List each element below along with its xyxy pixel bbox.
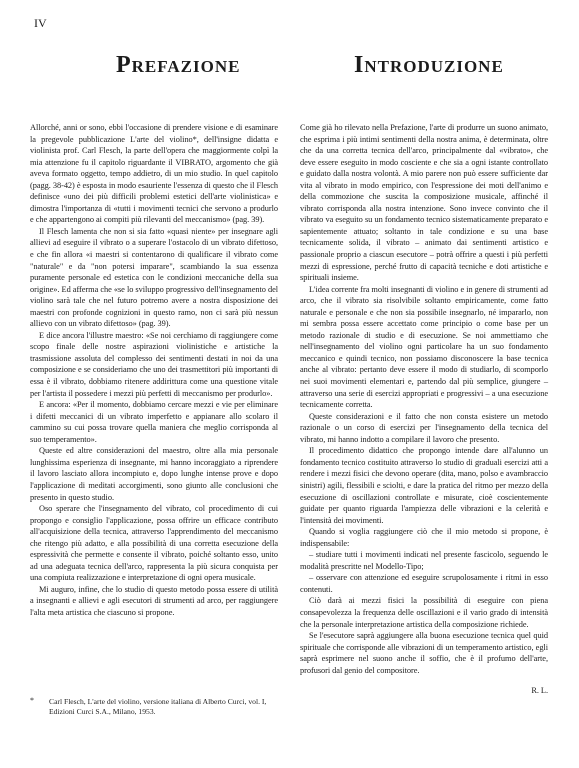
prefazione-paragraph: Il Flesch lamenta che non si sia fatto «quasi niente» per insegnare agli allievi ad eseguire il vibrato o a superare l'ostacolo di un vibrato difettoso, e che fin allora «i maestri si contentarono di qualificare il vibrato come "naturale" e da "non potersi imparare", scambiando la sua essenza puramente personale ed estetica con le condizioni meccaniche della sua origine». Ed afferma che «se lo sviluppo progressivo dell'insegnamento del violino sarà tale che nel futuro potremo avere a nostra disposizione dei maestri con profonde cognizioni in questo ramo, non ci sarà più nessun allievo con un vibrato difettoso» (pag. 39). xyxy=(30,226,278,329)
page-number: IV xyxy=(34,16,47,30)
introduzione-paragraph: Ciò darà ai mezzi fisici la possibilità di eseguire con piena consapevolezza la frequenza delle oscillazioni e il vario grado di intensità che la personale interpretazione artistica della composizione richiede. xyxy=(300,596,548,629)
prefazione-title: Prefazione xyxy=(116,52,241,78)
prefazione-column xyxy=(30,122,278,619)
introduzione-title: Introduzione xyxy=(354,52,504,78)
prefazione-paragraph: Queste ed altre considerazioni del maestro, oltre alla mia personale lunghissima esperienza di insegnante, mi hanno incoraggiato a riprendere il lavoro lasciato allora incompiuto e, dopo lunghe intense prove e dopo l'applicazione di meditati accorgimenti, sono giunto alle conclusioni che presento in questo studio. xyxy=(30,446,278,502)
introduzione-paragraph: Queste considerazioni e il fatto che non consta esistere un metodo razionale o un corso di esercizi per l'insegnamento della tecnica del vibrato, mi hanno indotto a compilare il lavoro che presento. xyxy=(300,411,548,444)
footnote-text: Carl Flesch, L'arte del violino, versione italiana di Alberto Curci, vol. I, Edizioni Curci S.A., Milano, 1953. xyxy=(49,697,267,717)
prefazione-paragraph: Allorché, anni or sono, ebbi l'occasione di prendere visione e di esaminare la pregevole pubblicazione L'arte del violino*, dell'insigne didatta e violinista prof. Carl Flesch, la parte dell'opera che maggiormente colpì la mia attenzione fu il capitolo riguardante il VIBRATO, argomento che già aveva formato oggetto, tempo addietro, di un mio studio. In quel capitolo (pagg. 38-42) è esposta in modo esauriente l'essenza di questo che il Flesch definisce «uno dei più difficili problemi estetici dell'arte violinistica» e dimostra l'importanza di «tutti i movimenti tecnici che servono a produrlo e che appartengono ai compiti più rilevanti del meccanismo» (pag. 39). xyxy=(30,123,278,225)
introduzione-paragraph: Se l'esecutore saprà aggiungere alla buona esecuzione tecnica quel quid spirituale che corrisponde alle vibrazioni di un temperamento artistico, egli saprà esprimere nel suono anche il soffio, che è il profumo dell'arte, profusori dal genio del compositore. xyxy=(300,631,548,675)
prefazione-paragraph: E dice ancora l'illustre maestro: «Se noi cerchiamo di raggiungere come scopo finale delle nostre aspirazioni violinistiche e artistiche la trasmissione assoluta del complesso dei sentimenti destati in noi da una composizione e se consideriamo che uno dei trasmettitori più importanti di essa è il vibrato, dobbiamo ritenere addirittura come una questione vitale per l'artista il possedere i mezzi più perfetti di meccanismo per produrlo». xyxy=(30,330,278,398)
introduzione-list-item: – osservare con attenzione ed eseguire scrupolosamente i ritmi in esso contenuti. xyxy=(300,573,548,594)
introduzione-list-item: – studiare tutti i movimenti indicati nel presente fascicolo, seguendo le modalità prescritte nel Modello-Tipo; xyxy=(300,550,548,571)
footnote-marker: * xyxy=(30,696,34,705)
prefazione-paragraph: Oso sperare che l'insegnamento del vibrato, col procedimento di cui propongo e consiglio l'applicazione, possa offrire un efficace contributo all'acquisizione della tecnica, attraverso l'apprendimento del meccanismo che ritengo più adatto, e alla possibilità di una corretta esecuzione della espressività che permette e consente il vibrato, poiché soltanto esso, unito ad una adeguata tecnica dell'arco, rappresenta la più sicura conquista per una compiuta realizzazione e interpretazione di ogni opera musicale. xyxy=(30,504,278,583)
introduzione-paragraph: L'idea corrente fra molti insegnanti di violino e in genere di strumenti ad arco, che il vibrato sia risolvibile soltanto empiricamente, come fatto naturale e personale e che non sia possibile insegnarlo, né impararlo, non mi sembra possa essere accettato come principio o come base per un metodo razionale di studio e di esecuzione. Se noi ammettiamo che nell'insegnamento del violino ogni particolare ha un suo fondamento meccanico e quindi tecnico, non possiamo disconoscere la base tecnica anche al vibrato: pertanto deve essere il modo di studiarlo, di scomporlo nei suoi movimenti elementari e, partendo dal più semplice, giungere – attraverso una serie di esercizi appropriati e progressivi – a una esecuzione tecnicamente corretta. xyxy=(300,284,548,410)
introduzione-paragraph: Quando si voglia raggiungere ciò che il mio metodo si propone, è indispensabile: xyxy=(300,527,548,548)
signature: R. L. xyxy=(531,686,548,696)
footnote xyxy=(30,697,278,718)
prefazione-paragraph: Mi auguro, infine, che lo studio di questo metodo possa essere di utilità a insegnanti e allievi e agli esecutori di strumenti ad arco, per raggiungere l'alta meta artistica che ciascuno si propone. xyxy=(30,584,278,617)
introduzione-column xyxy=(300,122,548,697)
introduzione-paragraph: Il procedimento didattico che propongo intende dare all'alunno un fondamento tecnico costituito attraverso lo studio di graduali esercizi atti a rendere i mezzi fisici che devono operare (dita, mano, polso e avambraccio sinistri) agili, flessibili e sciolti, e dare la pratica del ritmo per mezzo della esecuzione di oscillazioni controllate e misurate, cioè coscientemente guidate per quanto riguarda l'ampiezza delle vibrazioni e la celerità e l'intensità dei movimenti. xyxy=(300,446,548,525)
prefazione-paragraph: E ancora: «Per il momento, dobbiamo cercare mezzi e vie per eliminare i difetti meccanici di un vibrato imperfetto e appianare allo scolaro il cammino su cui possa trovare quella maniera che meglio corrisponda al suo temperamento». xyxy=(30,400,278,444)
introduzione-paragraph: Come già ho rilevato nella Prefazione, l'arte di produrre un suono animato, che esprima i più intimi sentimenti della nostra anima, è determinata, oltre che da una corretta tecnica dell'arco, principalmente dal «vibrato», che deve essere eseguito in modo cosciente e che sia a ogni istante controllato e guidato dalla nostra volontà. A mio parere non può essere sufficiente dar vita al vibrato in modo empirico, con l'espressione dei moti dell'animo e della commozione che suscita la composizione musicale, affinché il vibrato corrisponda alla nostra intenzione. Sono invece convinto che il vibrato va eseguito su un fondamento tecnico sistematicamente preparato e sapientemente attuato; soltanto in tale condizione e su una base tecnicamente solida, il vibrato – animato dai sentimenti artistico e passionale proprio a ciascun esecutore – potrà offrire a questi i più perfetti mezzi di espressione, perché frutto di capacità tecniche e doti artistiche e spirituali insieme. xyxy=(300,123,548,283)
